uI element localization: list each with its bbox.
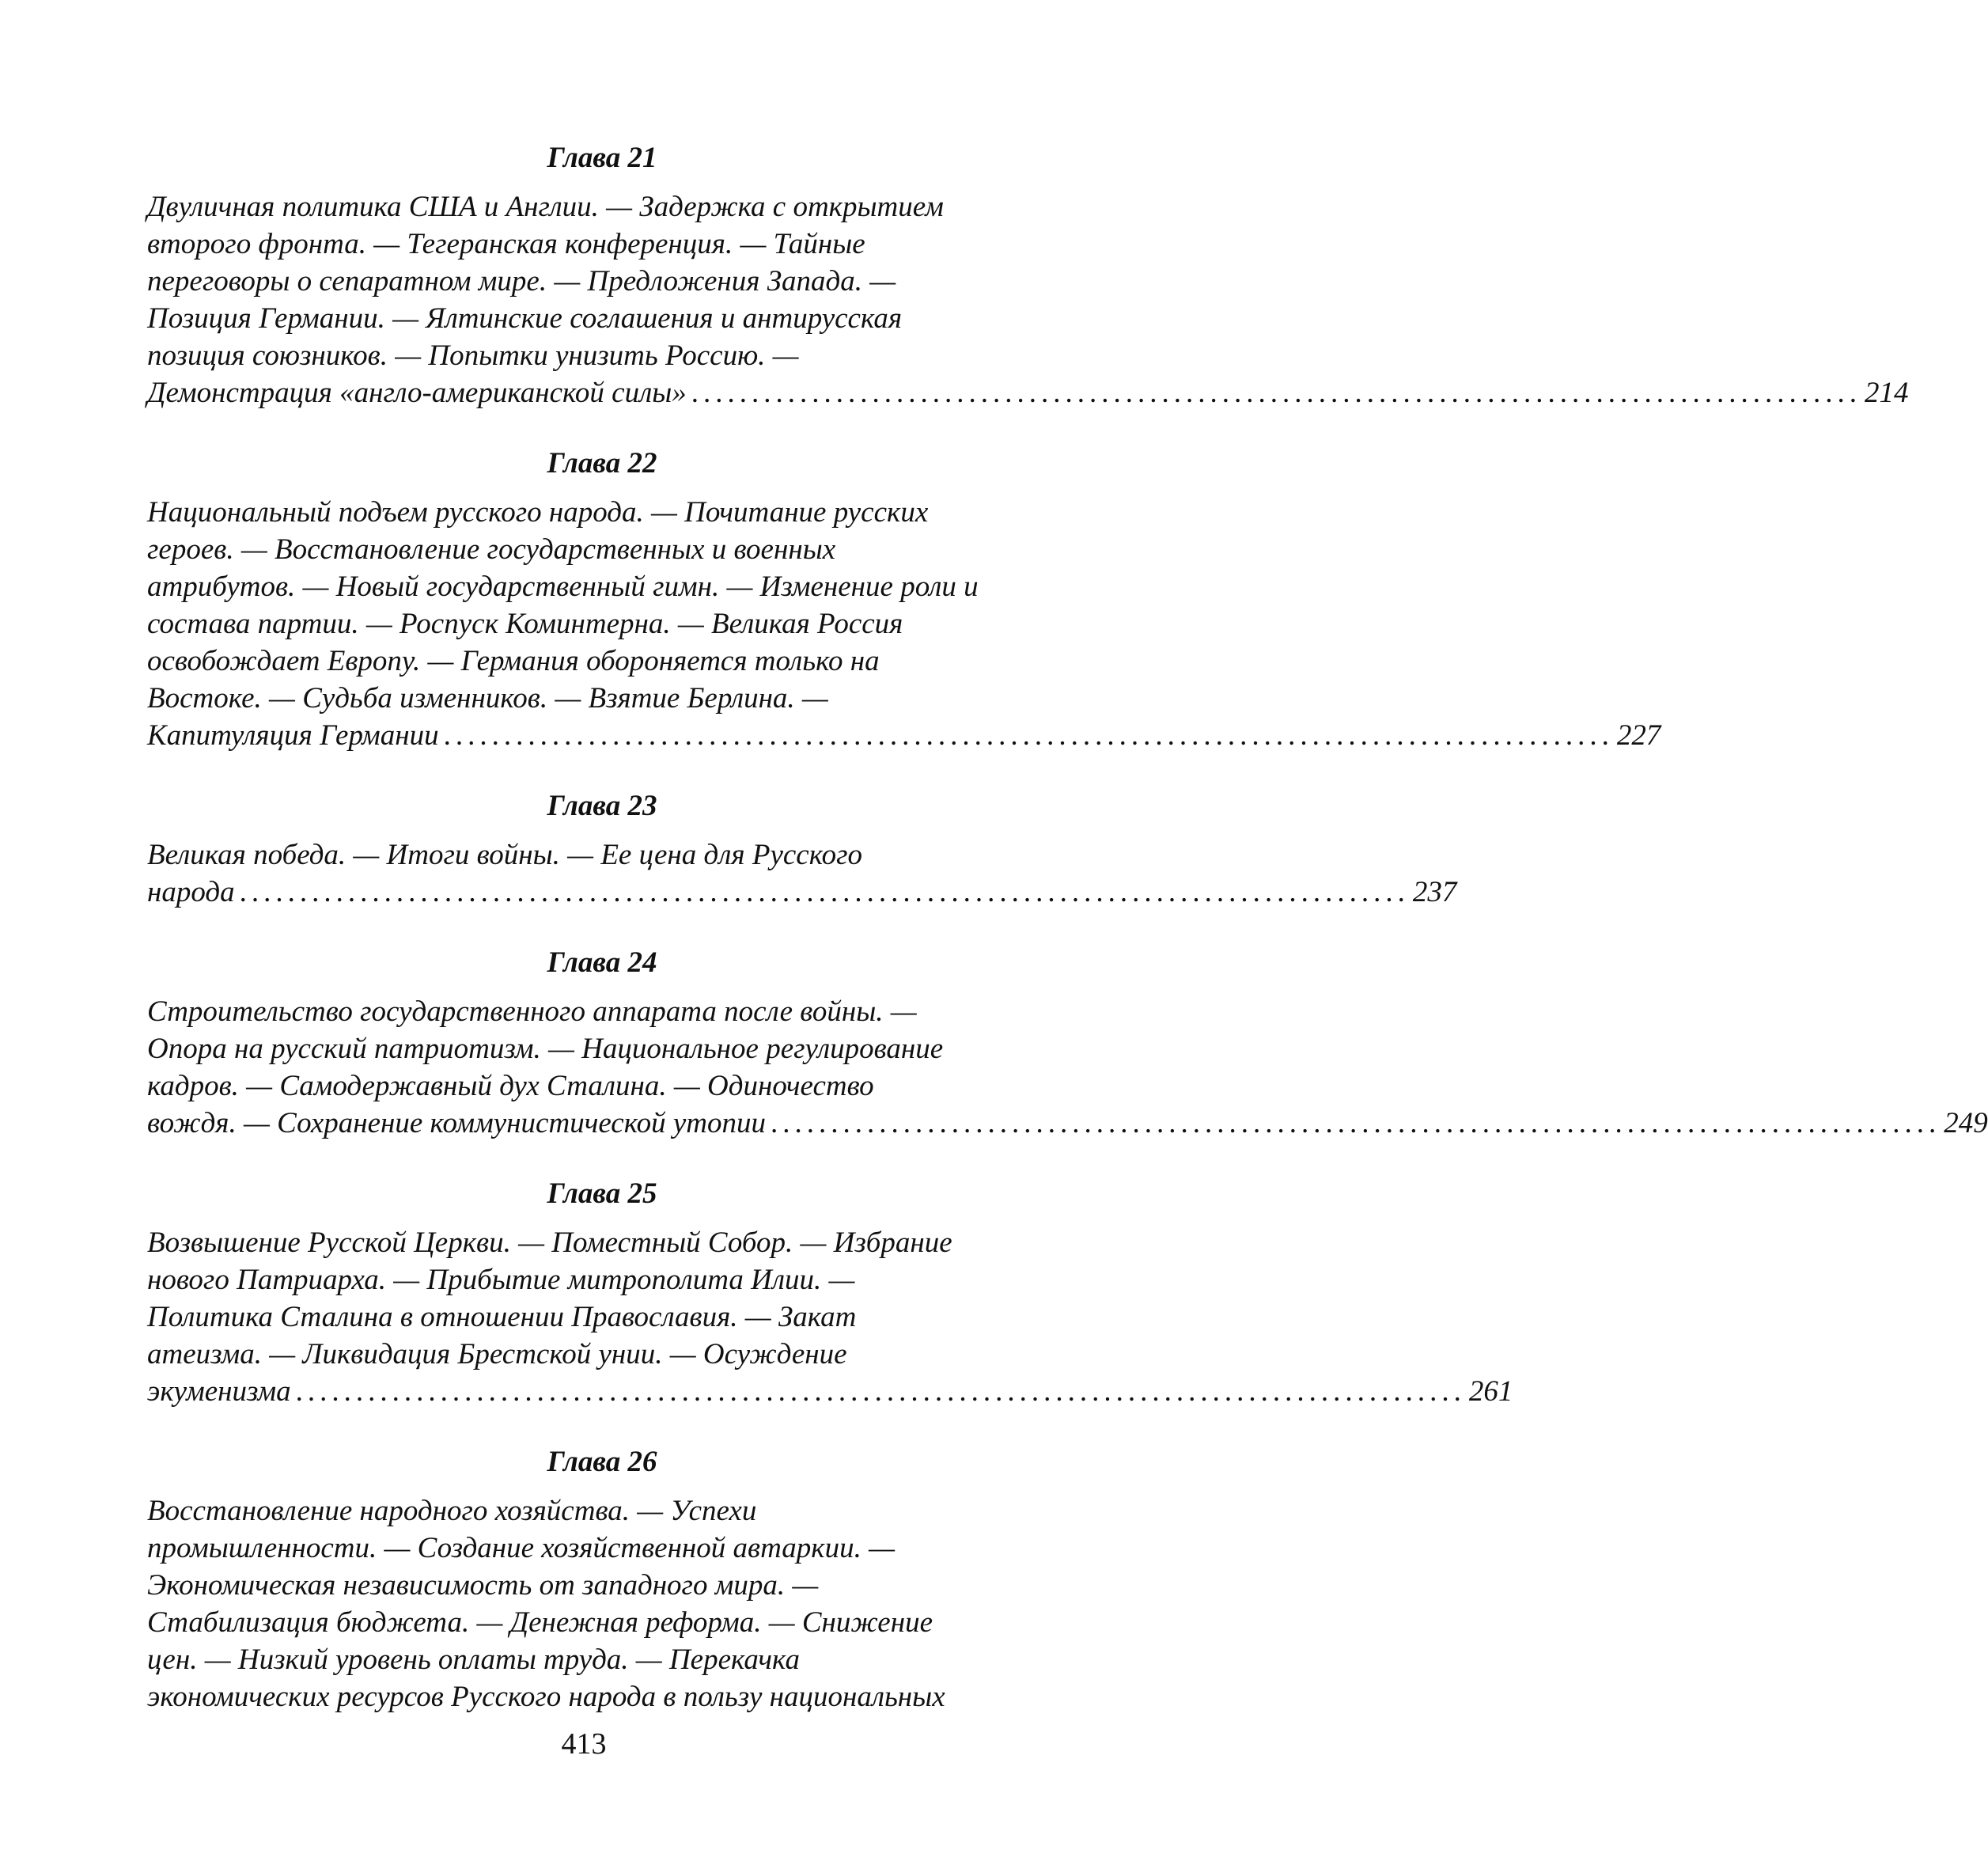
summary-line: позиция союзников. — Попытки унизить Россию. — — [147, 339, 799, 372]
page-number: 237 — [1412, 876, 1457, 908]
chapter-title: Глава 22 — [547, 447, 657, 480]
summary-line: освобождает Европу. — Германия обороняется только на — [147, 645, 880, 677]
summary-line: Великая победа. — Итоги войны. — Ее цена для Русского — [147, 839, 863, 871]
summary-line: Капитуляция Германии — [147, 719, 439, 752]
summary-line: экуменизма — [147, 1375, 291, 1408]
summary-last-line — [147, 1373, 1513, 1410]
dot-leader: ................................................................................................. — [443, 719, 1614, 752]
summary-line: Восстановление народного хозяйства. — Успехи — [147, 1495, 757, 1527]
summary-line: кадров. — Самодержавный дух Сталина. — Одиночество — [147, 1070, 874, 1102]
summary-line: состава партии. — Роспуск Коминтерна. — Великая Россия — [147, 608, 903, 640]
page-folio-number: 413 — [561, 1727, 607, 1761]
summary-line: народа — [147, 876, 235, 908]
summary-line: Национальный подъем русского народа. — Почитание русских — [147, 496, 929, 529]
chapter-summary — [147, 836, 1457, 911]
page-number: 249 — [1944, 1107, 1988, 1139]
page-number: 227 — [1616, 719, 1661, 752]
summary-line: героев. — Восстановление государственных и военных — [147, 533, 836, 566]
summary-line: Возвышение Русской Церкви. — Поместный Собор. — Избрание — [147, 1226, 952, 1259]
chapter-summary — [147, 188, 1909, 411]
summary-line: Позиция Германии. — Ялтинские соглашения и антирусская — [147, 302, 903, 335]
chapter-summary — [147, 494, 1661, 754]
toc-entry-chapter-21 — [147, 139, 1909, 411]
summary-line: экономических ресурсов Русского народа в пользу национальных — [147, 1681, 945, 1713]
dot-leader: ................................................................................................. — [239, 876, 1410, 908]
summary-line: цен. — Низкий уровень оплаты труда. — Перекачка — [147, 1643, 800, 1676]
summary-line: атрибутов. — Новый государственный гимн. — Изменение роли и — [147, 571, 979, 603]
summary-line: нового Патриарха. — Прибытие митрополита Илии. — — [147, 1264, 855, 1296]
summary-line: Политика Сталина в отношении Православия. — Закат — [147, 1301, 857, 1333]
toc-entry-chapter-22 — [147, 445, 1661, 754]
chapter-title: Глава 21 — [547, 142, 657, 174]
chapter-title: Глава 23 — [547, 790, 657, 822]
summary-line: Экономическая независимость от западного мира. — — [147, 1569, 819, 1602]
chapter-summary — [147, 1224, 1513, 1410]
dot-leader: ................................................................................................. — [771, 1107, 1941, 1139]
page-number: 261 — [1468, 1375, 1513, 1408]
page-number: 214 — [1865, 377, 1909, 409]
summary-line: Строительство государственного аппарата после войны. — — [147, 995, 917, 1028]
chapter-title: Глава 24 — [547, 946, 657, 979]
summary-line: Двуличная политика США и Англии. — Задержка с открытием — [147, 191, 944, 223]
dot-leader: ................................................................................................. — [295, 1375, 1466, 1408]
chapter-title: Глава 25 — [547, 1177, 657, 1210]
toc-entry-chapter-24 — [147, 944, 1988, 1142]
chapter-summary — [147, 1492, 1057, 1715]
summary-line: атеизма. — Ликвидация Брестской унии. — Осуждение — [147, 1338, 847, 1370]
summary-last-line — [147, 874, 1457, 911]
summary-last-line — [147, 717, 1661, 754]
summary-line: второго фронта. — Тегеранская конференция. — Тайные — [147, 228, 865, 260]
summary-line: переговоры о сепаратном мире. — Предложения Запада. — — [147, 265, 896, 298]
table-of-contents — [147, 139, 1988, 1715]
summary-last-line — [147, 1105, 1988, 1142]
chapter-summary — [147, 993, 1988, 1142]
summary-line: Демонстрация «англо-американской силы» — [147, 377, 687, 409]
chapter-title: Глава 26 — [547, 1446, 657, 1478]
summary-line: промышленности. — Создание хозяйственной автаркии. — — [147, 1532, 895, 1564]
summary-line: Востоке. — Судьба изменников. — Взятие Берлина. — — [147, 682, 828, 715]
summary-line: Опора на русский патриотизм. — Национальное регулирование — [147, 1033, 944, 1065]
dot-leader: ................................................................................................. — [691, 377, 1862, 409]
toc-entry-chapter-25 — [147, 1175, 1513, 1410]
toc-entry-chapter-23 — [147, 787, 1457, 911]
summary-line: Стабилизация бюджета. — Денежная реформа. — Снижение — [147, 1606, 933, 1639]
summary-last-line — [147, 374, 1909, 411]
toc-entry-chapter-26 — [147, 1443, 1057, 1715]
summary-line: вождя. — Сохранение коммунистической утопии — [147, 1107, 766, 1139]
